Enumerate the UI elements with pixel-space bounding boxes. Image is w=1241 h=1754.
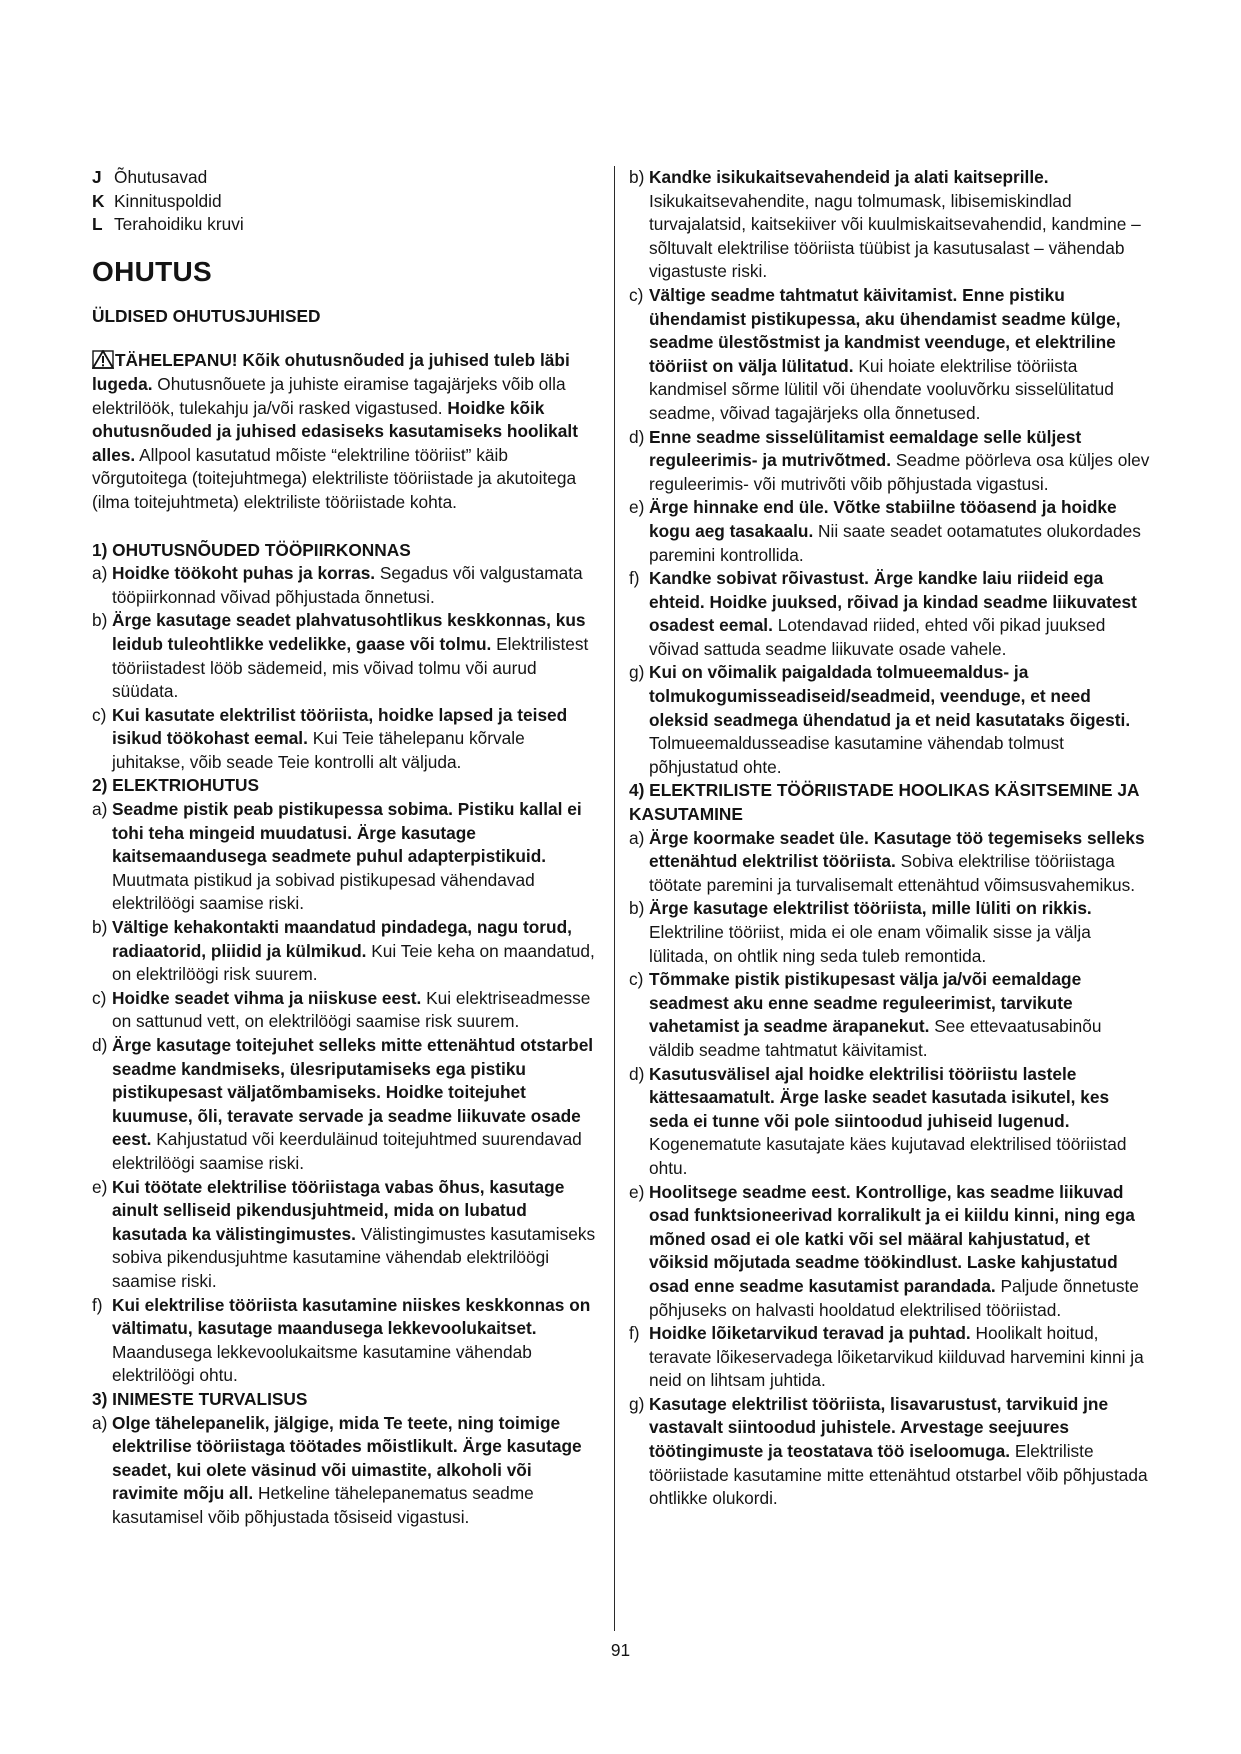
list-item: a) Seadme pistik peab pistikupessa sobima. Pistiku kallal ei tohi teha mingeid muudatusi. Ärge kasutage kaitsemaandusega seadmete puhul adapterpistikuid. Muutmata pistikud ja sobivad pistikupesad vähendavad elektrilöögi saamise riski. [92, 799, 582, 914]
section-heading: 2) ELEKTRIOHUTUS [92, 775, 260, 796]
list-item: g) Kasutage elektrilist tööriista, lisavarustust, tarvikuid jne vastavalt siintoodud juhistele. Arvestage seejuures töötingimuste ja teostatava töö iseloomuga. Elektriliste tööriistade kasutamine mitte ettenähtud otstarbel võib põhjustada ohtlikke olukordi. [629, 1393, 1148, 1509]
warning-icon [92, 350, 114, 369]
page-number: 91 [610, 1640, 631, 1660]
list-item: d) Ärge kasutage toitejuhet selleks mitte ettenähtud otstarbel seadme kandmiseks, ülesriputamiseks ega pistiku pistikupesast väljatõmbamiseks. Hoidke toitejuhet kuumuse, õli, teravate servade ja seadme liikuvate osade eest. Kahjustatud või keerduläinud toitejuhtmed suurendavad elektrilöögi saamise riski. [92, 1035, 594, 1173]
section-heading: 3) INIMESTE TURVALISUS [92, 1388, 308, 1409]
section-heading: 1) OHUTUSNÕUDED TÖÖPIIRKONNAS [92, 539, 411, 560]
list-item: e) Ärge hinnake end üle. Võtke stabiilne tööasend ja hoidke kogu aeg tasakaalu. Nii saate seadet ootamatutes olukordades paremini kontrollida. [629, 497, 1141, 565]
parts-legend [92, 166, 600, 237]
general-warning: TÄHELEPANU! Kõik ohutusnõuded ja juhised tuleb läbi lugeda. Ohutusnõuete ja juhiste eiramise tagajärjeks võib olla elektrilöök, tulekahju ja/või rasked vigastused. Hoidke kõik ohutusnõuded ja juhised edasiseks kasutamiseks hoolikalt alles. Allpool kasutatud mõiste “elektriline tööriist” käib võrgutoitega (toitejuhtmega) elektriliste tööriistade ja akutoitega (ilma toitejuhtmeta) elektriliste tööriistade kohta. [92, 350, 578, 512]
list-item: f) Kui elektrilise tööriista kasutamine niiskes keskkonnas on vältimatu, kasutage maandusega lekkevoolukaitset. Maandusega lekkevoolukaitsme kasutamine vähendab elektrilöögi ohtu. [92, 1294, 591, 1386]
list-item: e) Hoolitsege seadme eest. Kontrollige, kas seadme liikuvad osad funktsioneerivad korralikult ja ei kiildu kinni, ning ega mõned osad ei ole katki või sel määral kahjustatud, et võiksid mõjutada seadme töökindlust. Laske kahjustatud osad enne seadme kasutamist parandada. Paljude õnnetuste põhjuseks on halvasti hooldatud elektrilised tööriistad. [629, 1181, 1139, 1320]
section-subtitle: ÜLDISED OHUTUSJUHISED [92, 305, 321, 326]
legend-item: L Terahoidiku kruvi [92, 214, 244, 235]
list-item: c) Vältige seadme tahtmatut käivitamist. Enne pistiku ühendamist pistikupessa, aku ühendamist seadme külge, seadme ülestõstmist ja kandmist veenduge, et elektriline tööriist on välja lülitatud. Kui hoiate elektrilise tööriista kandmisel sõrme lülitil või ühendate vooluvõrku sisselülitatud seadme, võivad tagajärjeks olla õnnetused. [629, 284, 1121, 423]
list-item: c) Hoidke seadet vihma ja niiskuse eest. Kui elektriseadmesse on sattunud vett, on elektrilöögi saamise risk suurem. [92, 987, 591, 1032]
list-item: g) Kui on võimalik paigaldada tolmueemaldus- ja tolmukogumisseadiseid/seadmeid, veenduge, et need oleksid seadmega ühendatud ja et neid kasutataks õigesti. Tolmueemaldusseadise kasutamine vähendab tolmust põhjustatud ohte. [629, 662, 1131, 777]
page-title: OHUTUS [92, 255, 213, 287]
list-item: f) Kandke sobivat rõivastust. Ärge kandke laiu riideid ega ehteid. Hoidke juuksed, rõivad ja kindad seadme liikuvatest osadest eemal. Lotendavad riided, ehted või pikad juuksed võivad sattuda seadme liikuvate osade vahele. [629, 568, 1137, 659]
list-item: a) Hoidke töökoht puhas ja korras. Segadus või valgustamata tööpiirkonnad võivad põhjustada õnnetusi. [92, 563, 583, 607]
left-column [92, 166, 600, 1529]
list-item: f) Hoidke lõiketarvikud teravad ja puhtad. Hoolikalt hoitud, teravate lõikeservadega lõiketarvikud kiilduvad harvemini kinni ja neid on lihtsam juhtida. [629, 1323, 1144, 1391]
list-item: c) Tõmmake pistik pistikupesast välja ja/või eemaldage seadmest aku enne seadme reguleerimist, tarvikute vahetamist ja seadme ärapanekut. See ettevaatusabinõu väldib seadme tahtmatut käivitamist. [629, 969, 1102, 1060]
list-item: e) Kui töötate elektrilise tööriistaga vabas õhus, kasutage ainult selliseid pikendusjuhtmeid, mida on lubatud kasutada ka välistingimustes. Välistingimustes kasutamiseks sobiva pikendusjuhtme kasutamine vähendab elektrilöögi saamise riski. [92, 1176, 596, 1291]
list-item: d) Enne seadme sisselülitamist eemaldage selle küljest reguleerimis- ja mutrivõtmed. Seadme pöörleva osa küljes olev reguleerimis- või mutrivõti võib põhjustada vigastusi. [629, 426, 1150, 494]
legend-item: K Kinnituspoldid [92, 190, 222, 211]
list-item: a) Ärge koormake seadet üle. Kasutage töö tegemiseks selleks ettenähtud elektrilist tööriista. Sobiva elektrilise tööriistaga töötate paremini ja turvalisemalt ettenähtud võimsusvahemikus. [629, 827, 1145, 895]
list-item: a) Olge tähelepanelik, jälgige, mida Te teete, ning toimige elektrilise tööriistaga töötades mõistlikult. Ärge kasutage seadet, kui olete väsinud või uimastite, alkoholi või ravimite mõju all. Hetkeline tähelepanematus seadme kasutamisel võib põhjustada tõsiseid vigastusi. [92, 1412, 582, 1527]
list-item: b) Kandke isikukaitsevahendeid ja alati kaitseprille. Isikukaitsevahendite, nagu tolmumask, libisemiskindlad turvajalatsid, kaitsekiiver või kuulmiskaitsevahendid, kandmine – sõltuvalt elektrilise tööriista tüübist ja kasutusalast – vähendab vigastuste riski. [629, 167, 1141, 282]
legend-item: J Õhutusavad [92, 167, 208, 187]
list-item: b) Ärge kasutage elektrilist tööriista, mille lüliti on rikkis. Elektriline tööriist, mida ei ole enam võimalik sisse ja välja lülitada, on ohtlik ning seda tuleb remontida. [629, 898, 1092, 966]
list-item: d) Kasutusvälisel ajal hoidke elektrilisi tööriistu lastele kättesaamatult. Ärge laske seadet kasutada isikutel, kes seda ei tunne või pole siintoodud juhiseid lugenud. Kogenematute kasutajate käes kujutavad elektrilised tööriistad ohtu. [629, 1063, 1127, 1178]
list-item: b) Vältige kehakontakti maandatud pindadega, nagu torud, radiaatorid, pliidid ja külmikud. Kui Teie keha on maandatud, on elektrilöögi risk suurem. [92, 917, 595, 985]
right-column [629, 166, 1151, 1511]
list-item: c) Kui kasutate elektrilist tööriista, hoidke lapsed ja teised isikud töökohast eemal. Kui Teie tähelepanu kõrvale juhitakse, võib seade Teie kontrolli alt väljuda. [92, 704, 568, 772]
section-heading: 4) ELEKTRILISTE TÖÖRIISTADE HOOLIKAS KÄSITSEMINE JA KASUTAMINE [629, 780, 1139, 825]
list-item: b) Ärge kasutage seadet plahvatusohtlikus keskkonnas, kus leidub tuleohtlikke vedelikke, gaase või tolmu. Elektrilistest tööriistadest lööb sädemeid, mis võivad tolmu või aurud süüdata. [92, 610, 589, 702]
column-divider [614, 166, 615, 1631]
